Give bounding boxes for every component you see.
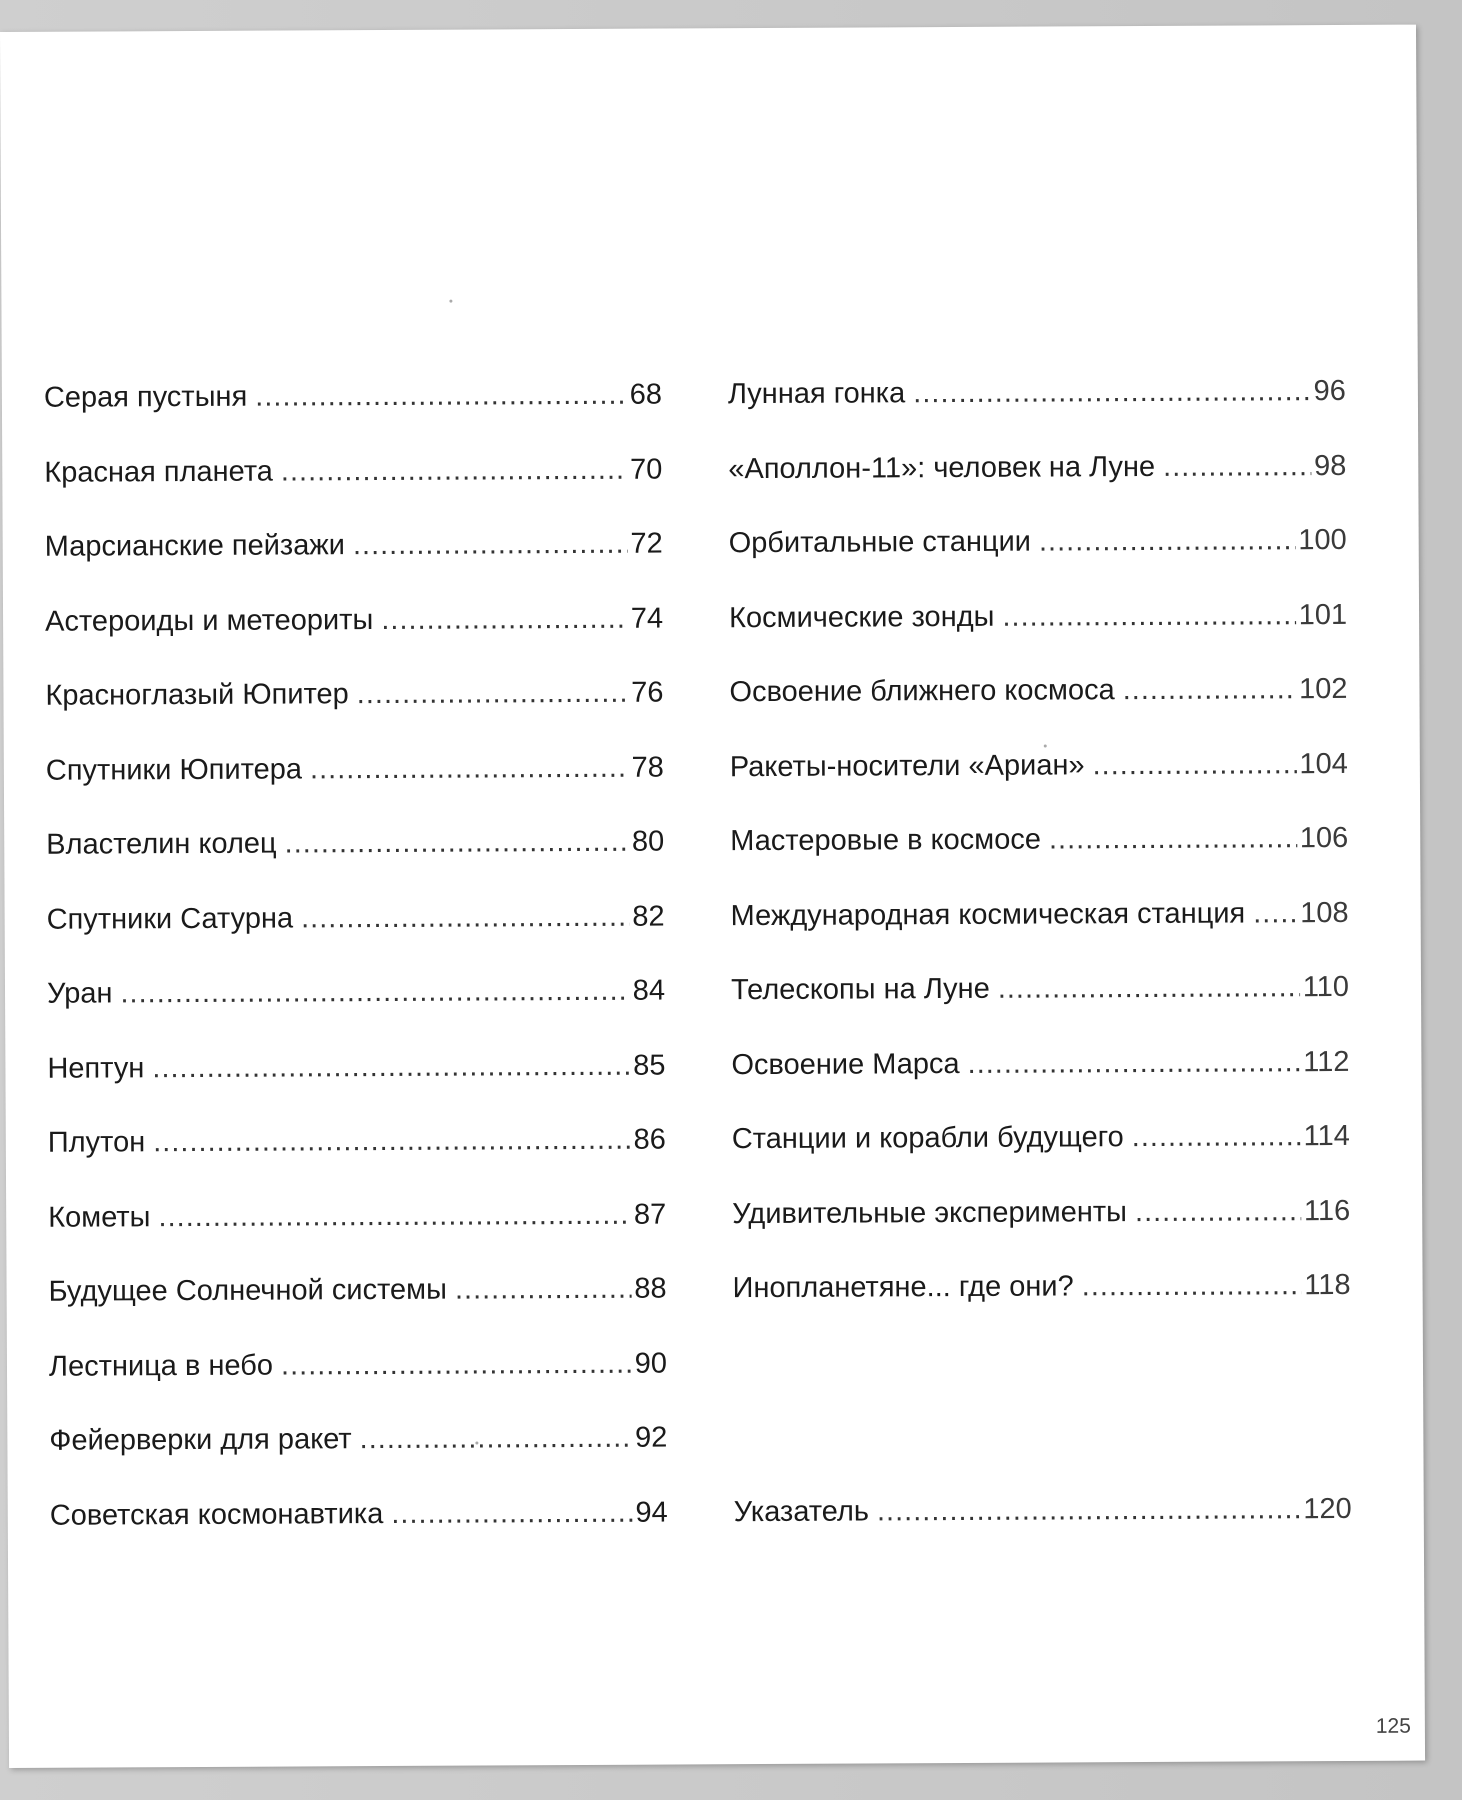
- toc-entry[interactable]: [47, 1049, 665, 1127]
- toc-entry-page: 120: [1303, 1492, 1352, 1525]
- toc-entry[interactable]: [733, 1269, 1351, 1347]
- toc-entry[interactable]: [47, 900, 665, 978]
- toc-entry-page: 114: [1303, 1119, 1350, 1153]
- toc-entry-title: Властелин колец: [46, 827, 277, 861]
- toc-entry-page: 101: [1298, 598, 1348, 631]
- dot-leader: [1049, 822, 1297, 856]
- toc-entry-page: 78: [631, 751, 664, 784]
- toc-entry[interactable]: [729, 598, 1347, 676]
- dot-leader: [1123, 673, 1297, 707]
- toc-entry[interactable]: [45, 528, 663, 606]
- toc-entry-title: Указатель: [733, 1494, 870, 1528]
- toc-entry-page: 98: [1313, 449, 1347, 482]
- toc-entry-title: Советская космонавтика: [49, 1497, 384, 1532]
- toc-entry[interactable]: [45, 677, 663, 755]
- dot-leader: [913, 375, 1311, 410]
- toc-entry-title: Мастеровые в космосе: [730, 823, 1042, 858]
- dot-leader: [391, 1496, 632, 1530]
- toc-entry[interactable]: [728, 375, 1346, 453]
- dot-leader: [877, 1493, 1301, 1528]
- toc-entry[interactable]: [49, 1347, 667, 1425]
- toc-entry-page: 108: [1300, 896, 1349, 929]
- toc-entry-title: Кометы: [48, 1200, 151, 1234]
- toc-entry-title: Спутники Сатурна: [46, 901, 294, 936]
- dot-leader: [381, 602, 628, 636]
- toc-entry-title: Нептун: [47, 1051, 145, 1085]
- toc-entry-title: Серая пустыня: [43, 380, 248, 414]
- toc-entry-page: 68: [629, 378, 662, 411]
- toc-entry-title: Международная космическая станция: [730, 896, 1246, 932]
- dot-leader: [998, 971, 1300, 1006]
- toc-entry[interactable]: [50, 1496, 668, 1574]
- toc-entry[interactable]: [46, 751, 664, 829]
- toc-entry[interactable]: [44, 453, 662, 531]
- toc-entry[interactable]: [49, 1273, 667, 1351]
- toc-entry-page: 74: [630, 602, 664, 635]
- toc-entry-page: 85: [633, 1049, 666, 1082]
- toc-entry-page: 110: [1302, 970, 1350, 1004]
- toc-entry-page: 116: [1303, 1194, 1351, 1227]
- toc-entry-page: 106: [1299, 821, 1349, 855]
- toc-entry[interactable]: [44, 379, 662, 457]
- toc-entry[interactable]: [730, 747, 1348, 825]
- toc-entry-page: 88: [634, 1272, 667, 1305]
- toc-entry-page: 112: [1303, 1045, 1350, 1078]
- toc-gap: [733, 1418, 1351, 1496]
- toc-right-column: [728, 375, 1352, 1570]
- dot-leader: [1002, 599, 1295, 634]
- toc-entry-title: Красноглазый Юпитер: [45, 678, 349, 712]
- dot-leader: [120, 975, 629, 1011]
- toc-entry-title: Освоение Марса: [731, 1047, 960, 1081]
- toc-entry[interactable]: [729, 524, 1347, 602]
- dot-leader: [360, 1422, 633, 1456]
- dot-leader: [301, 900, 629, 935]
- toc-entry-page: 100: [1298, 523, 1347, 557]
- dot-leader: [1092, 748, 1296, 782]
- toc-entry[interactable]: [49, 1422, 667, 1500]
- toc-entry-title: «Аполлон-11»: человек на Луне: [728, 450, 1156, 485]
- toc-entry-title: Марсианские пейзажи: [44, 529, 345, 563]
- toc-entry[interactable]: [48, 1124, 666, 1202]
- toc-entry-title: Ракеты-носители «Ариан»: [729, 748, 1085, 783]
- toc-entry-title: Станции и корабли будущего: [731, 1121, 1124, 1156]
- toc-entry-title: Спутники Юпитера: [45, 752, 303, 787]
- toc-entry[interactable]: [731, 1045, 1349, 1123]
- book-page: [0, 25, 1425, 1768]
- toc-entry[interactable]: [731, 971, 1349, 1049]
- toc-gap: [733, 1343, 1351, 1421]
- dot-leader: [281, 453, 627, 488]
- toc-entry[interactable]: [48, 1198, 666, 1276]
- toc-entry-title: Астероиды и метеориты: [45, 603, 374, 638]
- toc-entry[interactable]: [47, 975, 665, 1053]
- toc-entry-page: 92: [635, 1421, 668, 1454]
- dot-leader: [968, 1046, 1301, 1081]
- dot-leader: [1039, 524, 1296, 558]
- dot-leader: [353, 528, 628, 562]
- toc-entry-page: 87: [633, 1198, 667, 1231]
- dot-leader: [357, 677, 629, 711]
- toc-entry-title: Фейерверки для ракет: [49, 1423, 352, 1457]
- toc-entry[interactable]: [732, 1194, 1350, 1272]
- toc-entry-title: Космические зонды: [728, 600, 995, 634]
- dot-leader: [281, 1347, 632, 1382]
- dot-leader: [1082, 1269, 1302, 1303]
- toc-entry-page: 76: [631, 676, 664, 709]
- dot-leader: [1253, 897, 1297, 930]
- toc-entry-page: 90: [634, 1347, 668, 1380]
- toc-entry-page: 72: [630, 527, 663, 560]
- toc-entry-page: 82: [632, 900, 665, 933]
- toc-entry-title: Лунная гонка: [727, 377, 906, 411]
- toc-entry-title: Уран: [46, 977, 113, 1010]
- toc-entry-page: 70: [629, 453, 663, 486]
- dot-leader: [285, 826, 630, 861]
- toc-entry-page: 102: [1298, 672, 1348, 706]
- toc-entry[interactable]: [45, 602, 663, 680]
- toc-entry[interactable]: [731, 896, 1349, 974]
- toc-entry-page: 104: [1299, 747, 1348, 780]
- dot-leader: [1163, 450, 1311, 484]
- toc-entry-page: 80: [631, 825, 665, 858]
- toc-entry-title: Телескопы на Луне: [730, 972, 990, 1007]
- toc-entry-index[interactable]: [734, 1492, 1352, 1570]
- dot-leader: [310, 751, 629, 786]
- toc-entry-title: Освоение ближнего космоса: [729, 674, 1115, 709]
- toc-entry-title: Инопланетяне... где они?: [732, 1270, 1074, 1305]
- toc-entry[interactable]: [729, 673, 1347, 751]
- dot-leader: [455, 1273, 632, 1307]
- dot-leader: [152, 1049, 630, 1085]
- toc-entry-page: 96: [1313, 374, 1346, 408]
- toc-left-column: [44, 379, 668, 1574]
- toc-entry-title: Плутон: [47, 1126, 146, 1159]
- toc-entry-page: 118: [1304, 1268, 1351, 1302]
- toc-entry[interactable]: [46, 826, 664, 904]
- toc-entry[interactable]: [728, 449, 1346, 527]
- toc-entry-title: Лестница в небо: [48, 1349, 274, 1383]
- dot-leader: [1135, 1195, 1301, 1229]
- dot-leader: [255, 379, 627, 414]
- toc-entry-title: Удивительные эксперименты: [732, 1195, 1128, 1230]
- scan-speck: [449, 300, 452, 303]
- toc-entry-title: Орбитальные станции: [728, 525, 1032, 560]
- dot-leader: [1132, 1120, 1301, 1154]
- dot-leader: [158, 1198, 631, 1233]
- toc-entry-page: 86: [633, 1123, 666, 1156]
- dot-leader: [153, 1124, 631, 1159]
- toc-entry[interactable]: [732, 1120, 1350, 1198]
- toc-entry-page: 94: [635, 1496, 668, 1529]
- toc-entry-page: 84: [632, 974, 666, 1007]
- toc-entry[interactable]: [730, 822, 1348, 900]
- toc-entry-title: Красная планета: [44, 455, 273, 489]
- toc-entry-title: Будущее Солнечной системы: [48, 1273, 447, 1308]
- page-number: 125: [1375, 1714, 1411, 1738]
